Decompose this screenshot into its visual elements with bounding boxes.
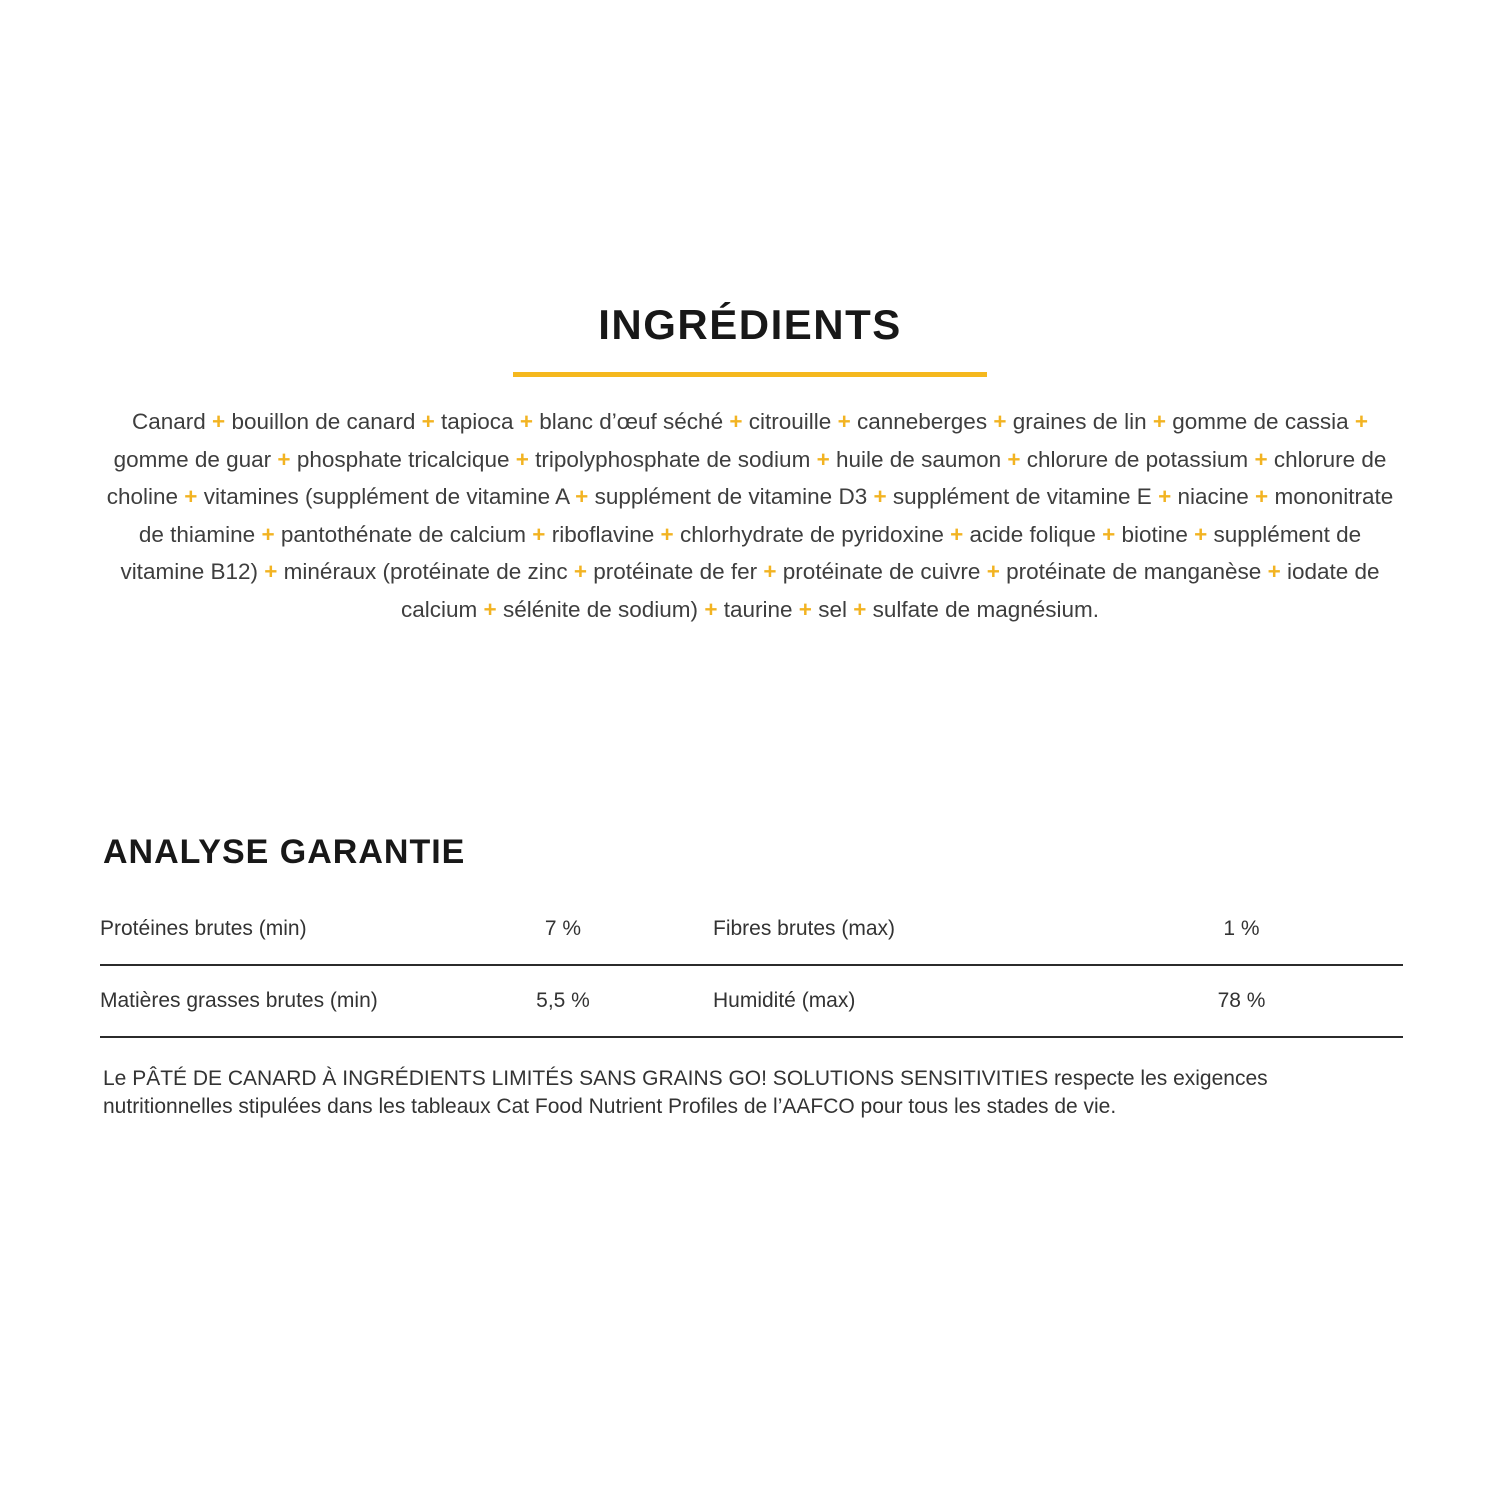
ingredients-section-title: INGRÉDIENTS <box>598 301 902 348</box>
ingredients-text: Canard + bouillon de canard + tapioca + blanc d’œuf séché + citrouille + canneberges + graines de lin + gomme de cassia + gomme de guar + phosphate tricalcique + tripolyphosphate de sodium + huile de saumon + chlorure de potassium + chlorure de choline + vitamines (supplément de vitamine A + supplément de vitamine D3 + supplément de vitamine E + niacine + mononitrate de thiamine + pantothénate de calcium + riboflavine + chlorhydrate de pyridoxine + acide folique + biotine + supplément de vitamine B12) + minéraux (protéinate de zinc + protéinate de fer + protéinate de cuivre + protéinate de manganèse + iodate de calcium + sélénite de sodium) + taurine + sel + sulfate de magnésium. <box>106 409 1394 622</box>
analysis-label: Humidité (max) <box>713 988 856 1012</box>
guaranteed-analysis-title: ANALYSE GARANTIE <box>103 833 466 872</box>
plus-separator-icon: + <box>515 446 529 472</box>
plus-separator-icon: + <box>1254 446 1268 472</box>
plus-separator-icon: + <box>519 409 533 435</box>
plus-separator-icon: + <box>277 446 291 472</box>
table-row <box>100 966 1403 1038</box>
plus-separator-icon: + <box>816 446 830 472</box>
plus-separator-icon: + <box>264 559 278 585</box>
analysis-label: Matières grasses brutes (min) <box>100 988 378 1012</box>
analysis-label: Fibres brutes (max) <box>713 916 896 940</box>
plus-separator-icon: + <box>483 596 497 622</box>
plus-separator-icon: + <box>798 596 812 622</box>
plus-separator-icon: + <box>1102 521 1116 547</box>
plus-separator-icon: + <box>573 559 587 585</box>
plus-separator-icon: + <box>1152 409 1166 435</box>
plus-separator-icon: + <box>532 521 546 547</box>
plus-separator-icon: + <box>1194 521 1208 547</box>
plus-separator-icon: + <box>837 409 851 435</box>
plus-separator-icon: + <box>986 559 1000 585</box>
plus-separator-icon: + <box>1267 559 1281 585</box>
plus-separator-icon: + <box>1158 484 1172 510</box>
plus-separator-icon: + <box>993 409 1007 435</box>
plus-separator-icon: + <box>853 596 867 622</box>
analysis-value: 7 % <box>544 916 582 940</box>
plus-separator-icon: + <box>660 521 674 547</box>
yellow-underline-divider <box>513 372 987 377</box>
plus-separator-icon: + <box>950 521 964 547</box>
table-row <box>100 894 1403 966</box>
plus-separator-icon: + <box>763 559 777 585</box>
plus-separator-icon: + <box>261 521 275 547</box>
analysis-label: Protéines brutes (min) <box>100 916 307 940</box>
aafco-statement: Le PÂTÉ DE CANARD À INGRÉDIENTS LIMITÉS SANS GRAINS GO! SOLUTIONS SENSITIVITIES respecte les exigences nutritionnelles stipulées dans les tableaux Cat Food Nutrient Profiles de l’AAFCO pour tous les stades de vie. <box>103 1066 1268 1119</box>
plus-separator-icon: + <box>729 409 743 435</box>
analysis-value: 5,5 % <box>536 988 590 1012</box>
plus-separator-icon: + <box>1007 446 1021 472</box>
analysis-value: 78 % <box>1217 988 1266 1012</box>
plus-separator-icon: + <box>184 484 198 510</box>
analysis-value: 1 % <box>1223 916 1260 940</box>
plus-separator-icon: + <box>1255 484 1269 510</box>
plus-separator-icon: + <box>704 596 718 622</box>
plus-separator-icon: + <box>575 484 589 510</box>
guaranteed-analysis-table <box>100 894 1403 1038</box>
plus-separator-icon: + <box>873 484 887 510</box>
plus-separator-icon: + <box>421 409 435 435</box>
plus-separator-icon: + <box>212 409 226 435</box>
plus-separator-icon: + <box>1354 409 1369 435</box>
